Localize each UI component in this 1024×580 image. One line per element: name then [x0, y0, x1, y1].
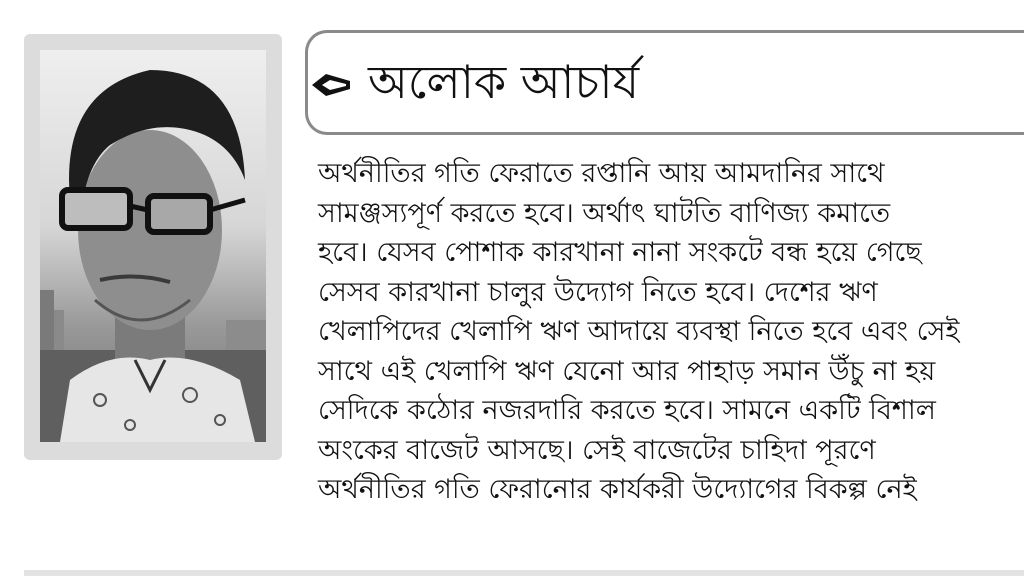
author-portrait-icon — [40, 50, 266, 442]
pen-nib-icon — [310, 70, 354, 100]
body-line: সেসব কারখানা চালুর উদ্যোগ নিতে হবে। দেশের ঋণ — [318, 276, 878, 308]
body-line: অংকের বাজেট আসছে। সেই বাজেটের চাহিদা পূরণে — [318, 434, 876, 466]
body-line: খেলাপিদের খেলাপি ঋণ আদায়ে ব্যবস্থা নিতে হবে এবং সেই — [318, 316, 960, 347]
author-name: অলোক আচার্য — [368, 55, 640, 109]
body-line: সামঞ্জস্যপূর্ণ করতে হবে। অর্থাৎ ঘাটতি বাণিজ্য কমাতে — [318, 197, 891, 229]
body-line: সেদিকে কঠোর নজরদারি করতে হবে। সামনে একটি বিশাল — [318, 395, 936, 426]
body-line: অর্থনীতির গতি ফেরাতে রপ্তানি আয় আমদানির সাথে — [318, 158, 885, 189]
article-body — [318, 154, 1018, 510]
body-line: সাথে এই খেলাপি ঋণ যেনো আর পাহাড় সমান উঁচু না হয় — [318, 355, 936, 387]
body-line: হবে। যেসব পোশাক কারখানা নানা সংকটে বন্ধ হয়ে গেছে — [318, 237, 922, 268]
bottom-divider — [24, 570, 1024, 576]
author-photo — [40, 50, 266, 442]
body-line: অর্থনীতির গতি ফেরানোর কার্যকরী উদ্যোগের বিকল্প নেই — [318, 474, 917, 505]
